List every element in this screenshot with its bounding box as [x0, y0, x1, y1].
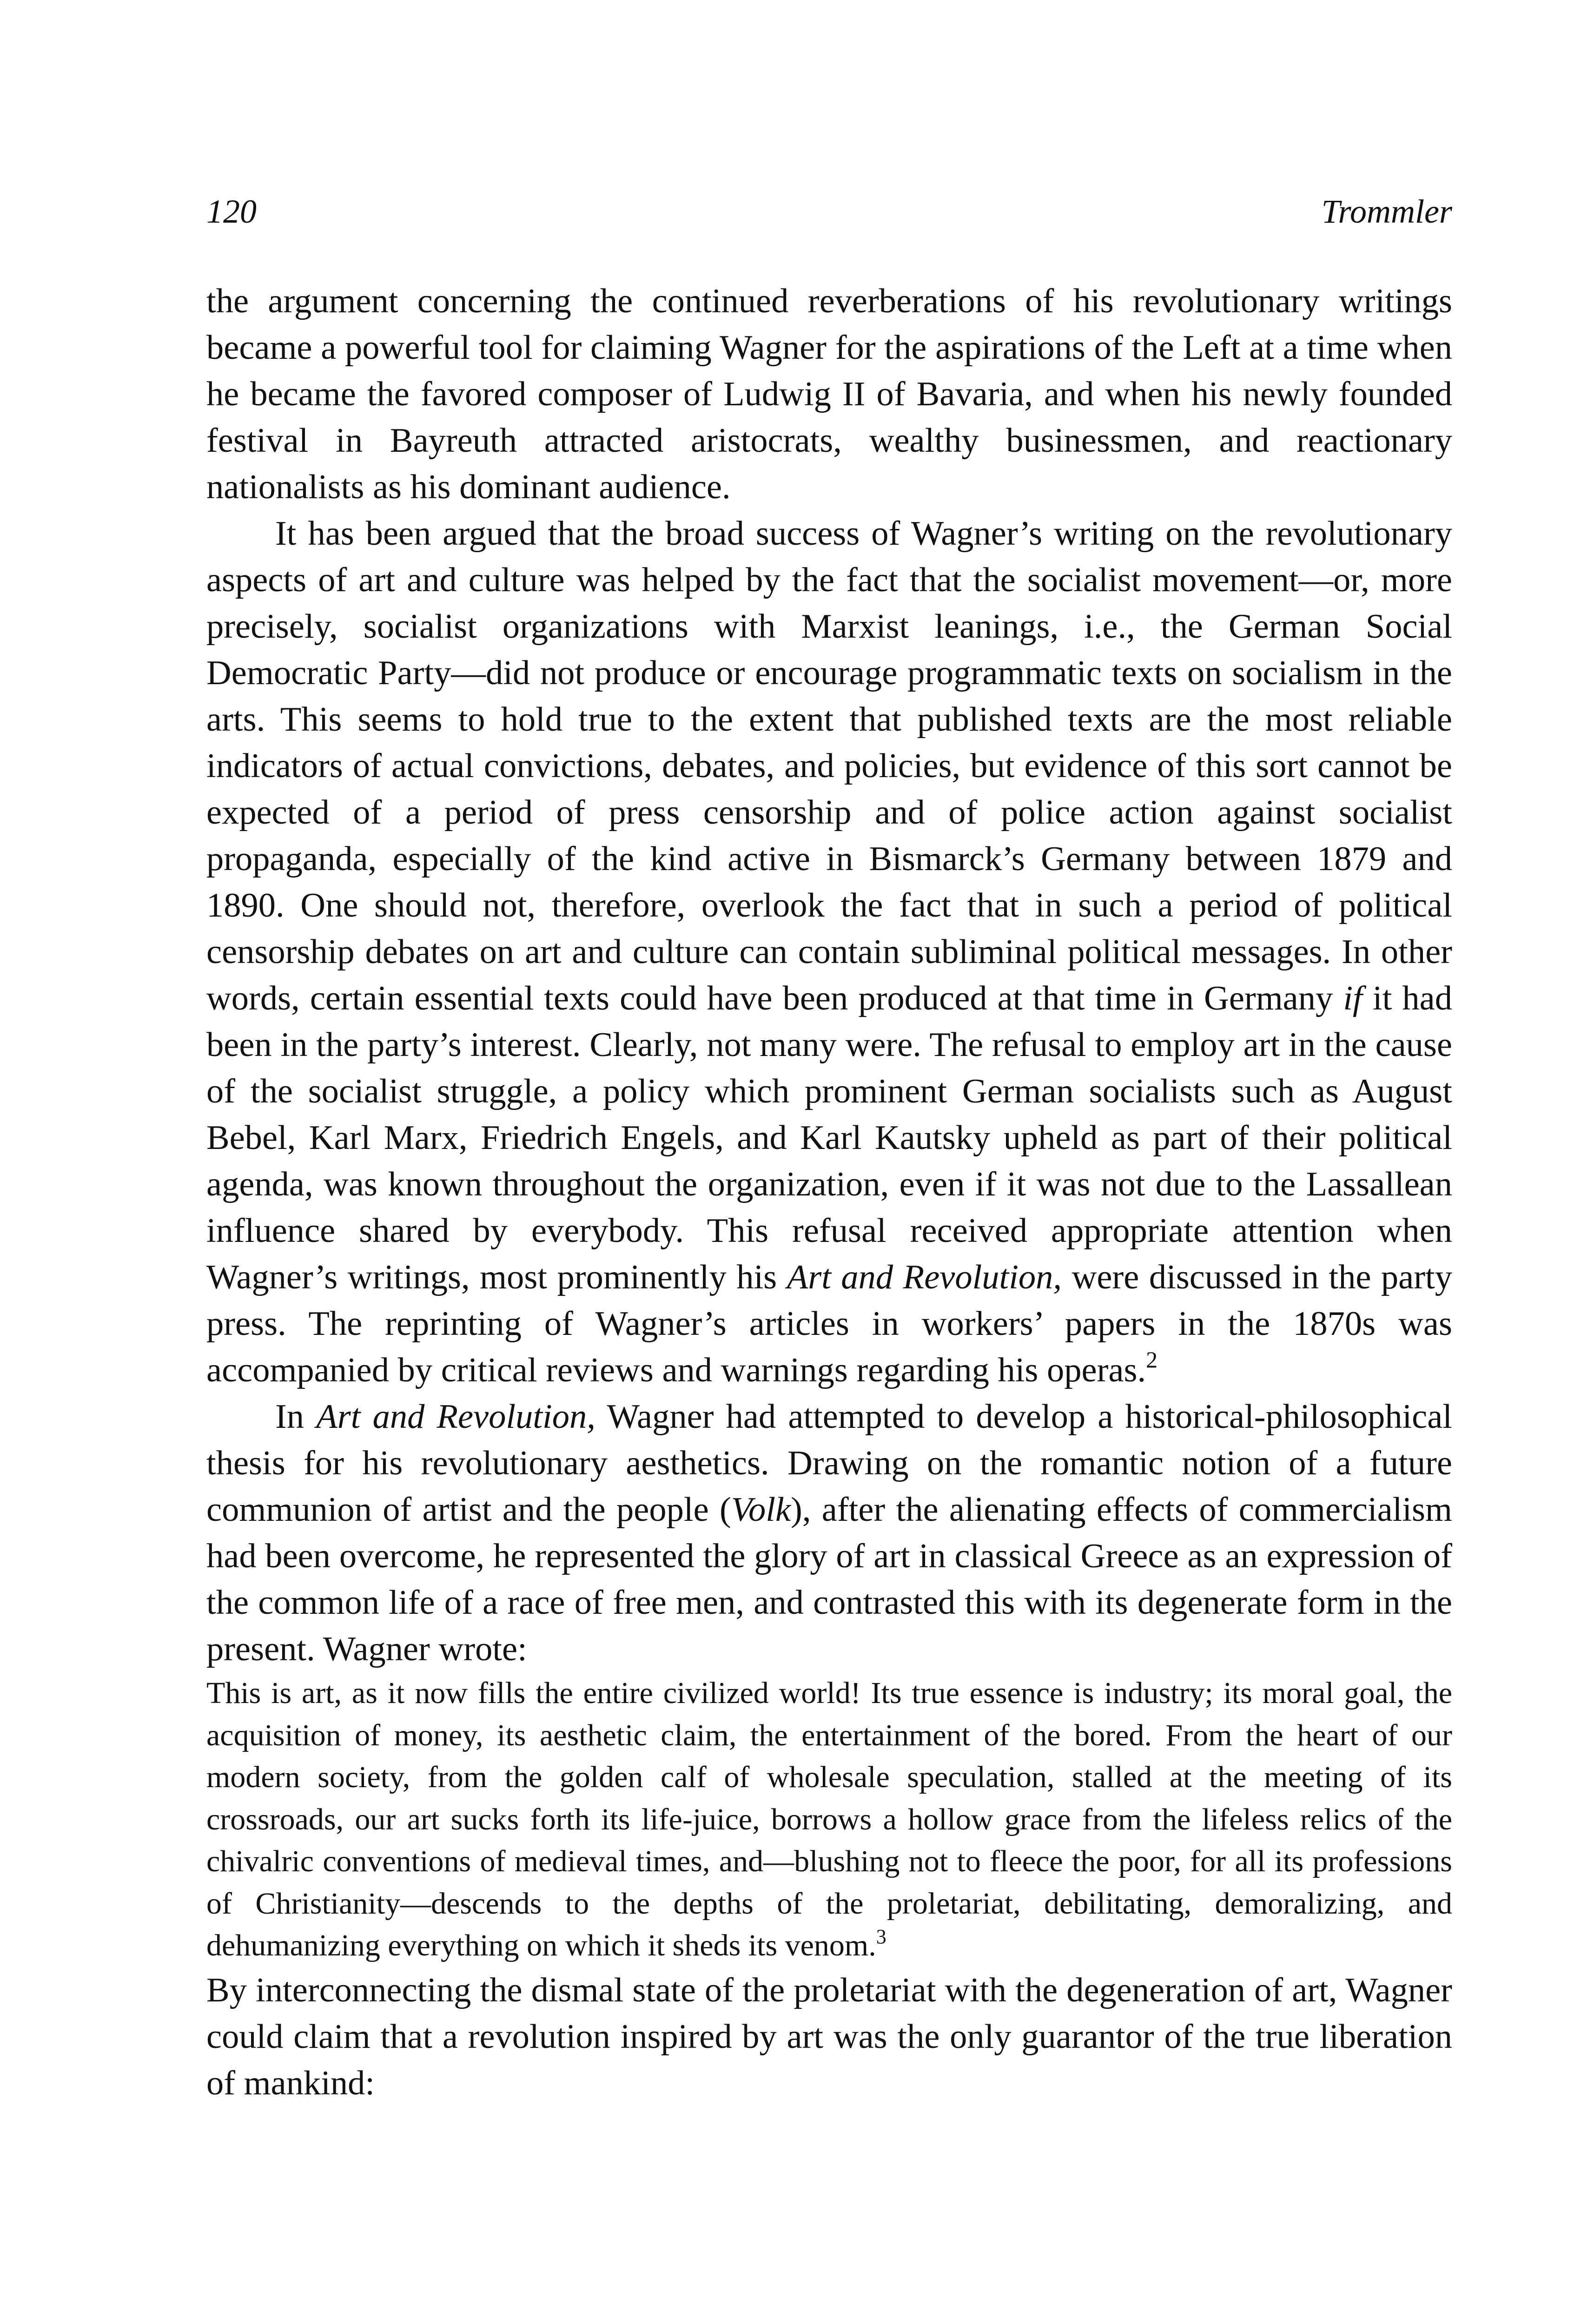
italic-volk: Volk — [731, 1491, 791, 1529]
paragraph-2 — [206, 510, 1452, 1393]
block-quote-text: This is art, as it now fills the entire civilized world! Its true essence is industry; its moral goal, the acquisition of money, its aesthetic claim, the entertainment of the bored. From the heart of our modern society, from the golden calf of wholesale speculation, stalled at the meeting of its crossroads, our art sucks forth its life-juice, borrows a hollow grace from the lifeless relics of the chivalric conventions of medieval times, and—blushing not to fleece the poor, for all its professions of Christianity—descends to the depths of the proletariat, debilitating, demoralizing, and dehumanizing everything on which it sheds its venom. — [206, 1676, 1452, 1962]
italic-if: if — [1343, 979, 1363, 1017]
body-text — [206, 278, 1452, 2106]
paragraph-3-text-a: Wagner had attempted to develop a historical-philosophical thesis for his revolutionary aesthetics. Drawing on the romantic notion of a future communion of artist and the people ( — [206, 1398, 1452, 1529]
paragraph-3 — [206, 1393, 1452, 1672]
paragraph-2-text-b: it had been in the party’s interest. Clearly, not many were. The refusal to employ art in the cause of the socialist struggle, a policy which prominent German socialists such as August Bebel, Karl Marx, Friedrich Engels, and Karl Kautsky upheld as part of their political agenda, was known throughout the organization, even if it was not due to the Lassallean influence shared by everybody. This refusal received appropriate attention when Wagner’s writings, most prominently his — [206, 979, 1452, 1296]
paragraph-4: By interconnecting the dismal state of the proletariat with the degeneration of art, Wagner could claim that a revolution inspired by art was the only guarantor of the true liberation of mankind: — [206, 1971, 1452, 2102]
footnote-ref-3: 3 — [876, 1925, 886, 1948]
block-quote — [206, 1672, 1452, 1967]
paragraph-2-text-c: were discussed in the party press. The reprinting of Wagner’s articles in workers’ papers in the 1870s was accompanied by critical reviews and warnings regarding his operas. — [206, 1258, 1452, 1389]
paragraph-2-text-a: It has been argued that the broad success of Wagner’s writing on the revolutionary aspects of art and culture was helped by the fact that the socialist movement—or, more precisely, socialist organizations with Marxist leanings, i.e., the German Social Democratic Party—did not produce or encourage programmatic texts on socialism in the arts. This seems to hold true to the extent that published texts are the most reliable indicators of actual convictions, debates, and policies, but evidence of this sort cannot be expected of a period of press censorship and of police action against socialist propaganda, especially of the kind active in Bismarck’s Germany between 1879 and 1890. One should not, therefore, overlook the fact that in such a period of political censorship debates on art and culture can contain subliminal political messages. In other words, certain essential texts could have been produced at that time in Germany — [206, 515, 1452, 1017]
running-head-author: Trommler — [1321, 193, 1452, 230]
running-head — [206, 186, 1452, 237]
paragraph-3-text-b: ), after the alienating effects of commercialism had been overcome, he represented the glory of art in classical Greece as an expression of the common life of a race of free men, and contrasted this with its degenerate form in the present. Wagner wrote: — [206, 1491, 1452, 1668]
footnote-ref-2: 2 — [1146, 1347, 1158, 1373]
italic-title-art-and-revolution-2: Art and Revolution, — [316, 1398, 595, 1436]
page-number: 120 — [206, 193, 257, 230]
paragraph-3-lead: In — [275, 1398, 317, 1436]
italic-title-art-and-revolution: Art and Revolution, — [787, 1258, 1062, 1296]
paragraph-continued: the argument concerning the continued reverberations of his revolutionary writings became a powerful tool for claiming Wagner for the aspirations of the Left at a time when he became the favored composer of Ludwig II of Bavaria, and when his newly founded festival in Bayreuth attracted aristocrats, wealthy businessmen, and reactionary nationalists as his dominant audience. — [206, 282, 1452, 506]
